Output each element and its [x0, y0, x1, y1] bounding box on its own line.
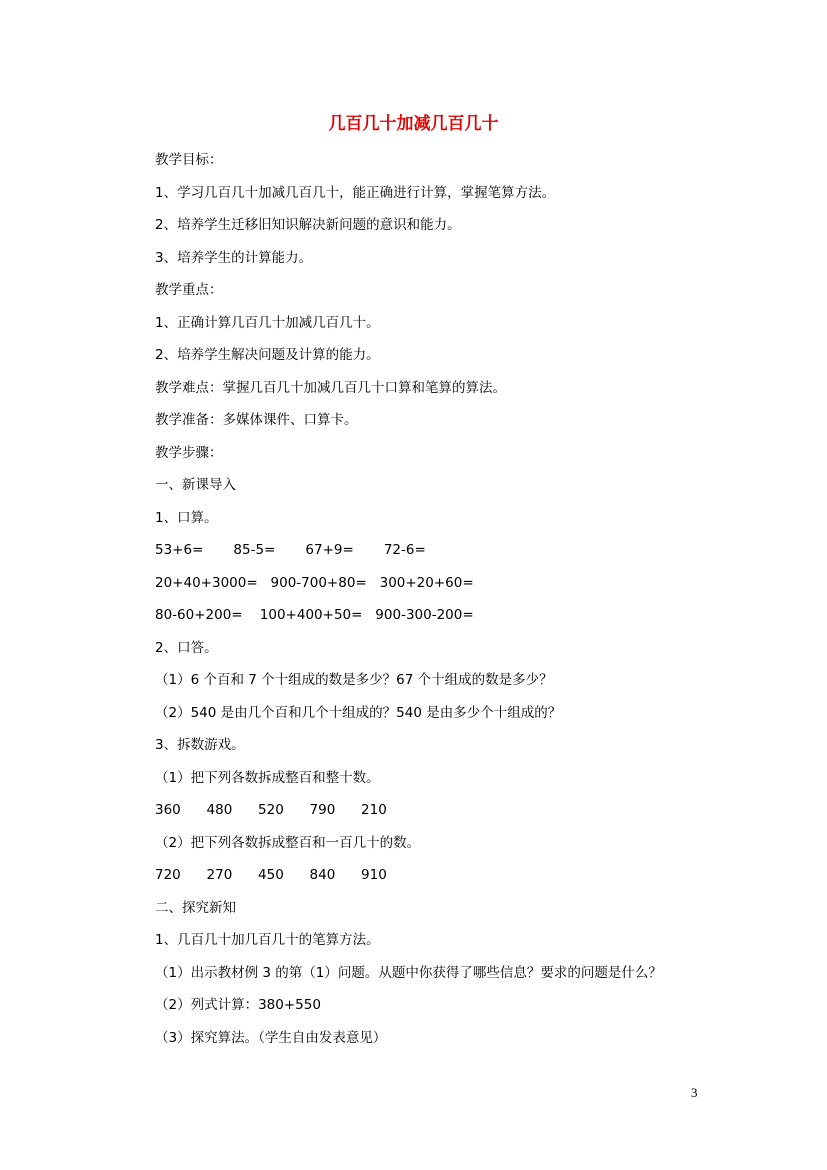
objective-2: 2、培养学生迁移旧知识解决新问题的意识和能力。 [155, 217, 461, 233]
page-number: 3 [691, 1085, 698, 1100]
oral-calc-row-2: 20+40+3000= 900-700+80= 300+20+60= [155, 575, 474, 591]
oral-calc-heading: 1、口算。 [155, 510, 218, 526]
key-point-2: 2、培养学生解决问题及计算的能力。 [155, 347, 380, 363]
document-title: 几百几十加减几百几十 [328, 114, 499, 134]
written-calc-heading: 1、几百几十加几百几十的笔算方法。 [155, 932, 380, 948]
step-heading-introduction: 一、新课导入 [155, 477, 236, 493]
objective-3: 3、培养学生的计算能力。 [155, 250, 313, 266]
explore-item-2: （2）列式计算：380+550 [155, 997, 321, 1013]
oral-calc-row-1: 53+6= 85-5= 67+9= 72-6= [155, 542, 426, 558]
step-heading-explore: 二、探究新知 [155, 900, 236, 916]
objective-1: 1、学习几百几十加减几百几十，能正确进行计算，掌握笔算方法。 [155, 185, 556, 201]
split-game-task-2: （2）把下列各数拆成整百和一百几十的数。 [155, 835, 421, 851]
split-game-heading: 3、拆数游戏。 [155, 737, 245, 753]
oral-answer-heading: 2、口答。 [155, 640, 218, 656]
section-heading-objectives: 教学目标： [155, 152, 223, 168]
oral-answer-question-2: （2）540 是由几个百和几个十组成的？540 是由多少个十组成的？ [155, 705, 562, 721]
split-game-numbers-1: 360 480 520 790 210 [155, 802, 387, 818]
oral-answer-question-1: （1）6 个百和 7 个十组成的数是多少？67 个十组成的数是多少？ [155, 672, 553, 688]
preparation-line: 教学准备：多媒体课件、口算卡。 [155, 412, 358, 428]
difficulty-line: 教学难点：掌握几百几十加减几百几十口算和笔算的算法。 [155, 380, 506, 396]
explore-item-3: （3）探究算法。（学生自由发表意见） [155, 1030, 387, 1046]
key-point-1: 1、正确计算几百几十加减几百几十。 [155, 315, 380, 331]
oral-calc-row-3: 80-60+200= 100+400+50= 900-300-200= [155, 607, 474, 623]
split-game-numbers-2: 720 270 450 840 910 [155, 867, 387, 883]
explore-item-1: （1）出示教材例 3 的第（1）问题。从题中你获得了哪些信息？要求的问题是什么？ [155, 965, 662, 981]
split-game-task-1: （1）把下列各数拆成整百和整十数。 [155, 770, 380, 786]
section-heading-key-points: 教学重点： [155, 282, 223, 298]
section-heading-steps: 教学步骤： [155, 445, 223, 461]
